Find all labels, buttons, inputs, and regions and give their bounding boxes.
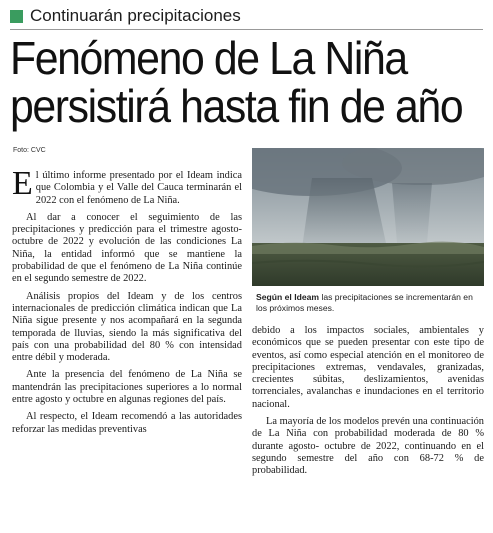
paragraph-2: Al dar a conocer el seguimiento de las precipitaciones y predicción para el trimestre agosto- octubre de 2022 y evolución de las condiciones La Niña, la entidad informó que se mantiene la probabilidad de que el fenómeno de La Niña continúe en el segundo semestre de 2022.: [12, 211, 242, 285]
paragraph-7: La mayoría de los modelos prevén una continuación de La Niña con probabilidad moderada de 80 % durante agosto- octubre de 2022, continuando en el segundo semestre del año con 68-72 % de probabilidad.: [252, 416, 484, 477]
caption-text: las precipitaciones se incrementarán en los próximos meses.: [256, 292, 473, 313]
paragraph-5: Al respecto, el Ideam recomendó a las autoridades reforzar las medidas preventivas: [12, 411, 242, 435]
headline-line-1: Fenómeno de La Niña: [10, 32, 407, 84]
kicker-text: Continuarán precipitaciones: [30, 6, 241, 25]
paragraph-4: Ante la presencia del fenómeno de La Niña se mantendrán las precipitaciones superiores a lo normal entre agosto y octubre en algunas regiones del país.: [12, 369, 242, 406]
headline: [10, 32, 463, 132]
storm-photo-image: [252, 148, 484, 286]
caption-lead: Según el Ideam: [256, 292, 320, 302]
photo-caption: [256, 292, 484, 314]
article-column-right: [252, 325, 484, 483]
kicker-divider: [10, 29, 483, 30]
paragraph-1-text: l último informe presentado por el Ideam indica que Colombia y el Valle del Cauca terminarán el 2022 con el fenómeno de La Niña.: [35, 170, 242, 206]
kicker-square-icon: [10, 10, 23, 23]
headline-line-2: persistirá hasta fin de año: [10, 80, 463, 132]
section-kicker: [10, 5, 480, 27]
paragraph-1: [12, 165, 242, 207]
paragraph-3: Análisis propios del Ideam y de los centros internacionales de predicción climática indican que La Niña sigue presente y nos acompañará en la segunda temporada de lluvias, siendo la más significativa del país con una probabilidad del 80 % con intensidad entre débil y moderada.: [12, 290, 242, 364]
paragraph-6: debido a los impactos sociales, ambientales y económicos que se pueden presentar con este tipo de eventos, así como especial atención en el monitoreo de precipitaciones extremas, vendavales, granizadas, crecientes súbitas, deslizamientos, avenidas torrenciales, avalanchas e inundaciones en el territorio nacional.: [252, 325, 484, 410]
storm-photo: [252, 148, 484, 286]
article-column-left: [12, 165, 242, 441]
dropcap: E: [12, 165, 33, 202]
photo-credit: Foto: CVC: [13, 147, 46, 154]
